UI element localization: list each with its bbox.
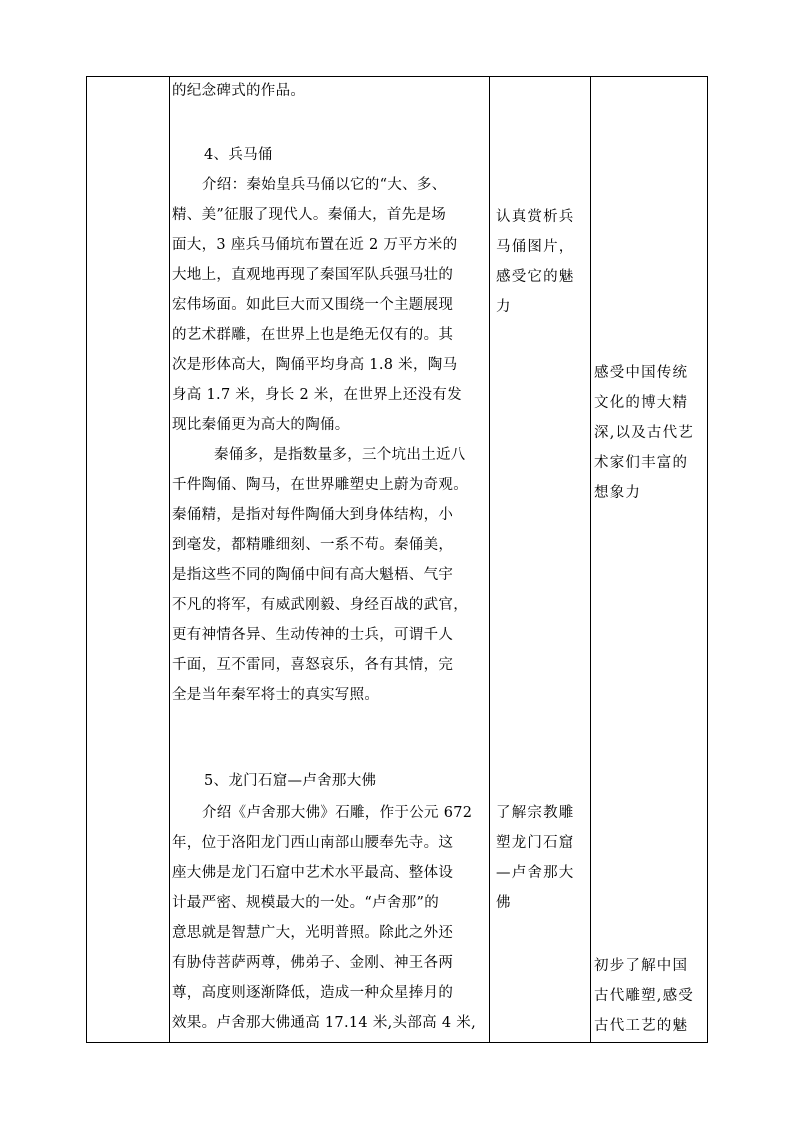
section4-line: 到毫发，都精雕细刻、一系不苟。秦俑美， [172,537,454,553]
section5-line: 尊，高度则逐渐降低，造成一种众星捧月的 [172,985,454,1001]
column-divider-2 [489,76,490,1043]
goal1-line: 想象力 [594,485,642,501]
section4-line: 大地上，直观地再现了秦国军队兵强马壮的 [172,267,454,283]
goal1-line: 术家们丰富的 [594,455,689,471]
section4-line: 次是形体高大，陶俑平均身高 1.8 米，陶马 [172,357,458,373]
section4-line: 千件陶俑、陶马，在世界雕塑史上蔚为奇观。 [172,477,468,493]
activity4-line: 认真赏析兵 [496,209,575,225]
goal1-line: 文化的博大精 [594,395,689,411]
activity5-line: —卢舍那大 [496,865,575,881]
section4-line: 身高 1.7 米，身长 2 米，在世界上还没有发 [172,387,462,403]
section4-line: 面大，3 座兵马俑坑布置在近 2 万平方米的 [172,237,458,253]
goal1-line: 感受中国传统 [594,365,689,381]
section5-line: 有胁侍菩萨两尊，佛弟子、金刚、神王各两 [172,955,454,971]
section5-line: 年，位于洛阳龙门西山南部山腰奉先寺。这 [172,835,454,851]
goal1-line: 深,以及古代艺 [594,425,695,441]
section4-line: 秦俑精，是指对每件陶俑大到身体结构，小 [172,507,454,523]
column-divider-1 [169,76,170,1043]
goal2-line: 初步了解中国 [594,958,689,974]
section5-line: 座大佛是龙门石窟中艺术水平最高、整体设 [172,865,454,881]
column-divider-3 [590,76,591,1043]
section4-line: 不凡的将军，有威武刚毅、身经百战的武官， [172,597,468,613]
section4-line: 千面，互不雷同，喜怒哀乐，各有其情，完 [172,657,454,673]
goal2-line: 古代雕塑,感受 [594,988,695,1004]
section5-line: 意思就是智慧广大，光明普照。除此之外还 [172,925,454,941]
activity4-line: 感受它的魅 [496,269,575,285]
activity5-line: 佛 [496,895,512,911]
section4-heading: 4、兵马俑 [204,147,273,163]
section4-line: 是指这些不同的陶俑中间有高大魁梧、气宇 [172,567,454,583]
activity5-line: 塑龙门石窟 [496,835,575,851]
section4-line: 更有神情各异、生动传神的士兵，可谓千人 [172,627,454,643]
goal2-line: 古代工艺的魅 [594,1018,689,1034]
activity5-line: 了解宗教雕 [496,805,575,821]
section4-line: 介绍：秦始皇兵马俑以它的“大、多、 [202,177,447,193]
activity4-line: 马俑图片， [496,239,575,255]
section5-line: 效果。卢舍那大佛通高 17.14 米,头部高 4 米, [172,1015,476,1031]
intro-tail-text: 的纪念碑式的作品。 [172,83,306,99]
section5-line: 介绍《卢舍那大佛》石雕，作于公元 672 [202,805,473,821]
activity4-line: 力 [496,299,512,315]
section5-line: 计最严密、规模最大的一处。“卢舍那”的 [172,895,440,911]
section4-line: 全是当年秦军将士的真实写照。 [172,687,380,703]
section4-line: 的艺术群雕，在世界上也是绝无仅有的。其 [172,327,454,343]
section4-line: 宏伟场面。如此巨大而又围绕一个主题展现 [172,297,454,313]
stage-cell [87,77,169,1042]
section5-heading: 5、龙门石窟—卢舍那大佛 [204,773,377,789]
section4-line: 秦俑多，是指数量多，三个坑出土近八 [214,447,466,463]
section4-line: 现比秦俑更为高大的陶俑。 [172,417,350,433]
section4-line: 精、美”征服了现代人。秦俑大，首先是场 [172,207,447,223]
